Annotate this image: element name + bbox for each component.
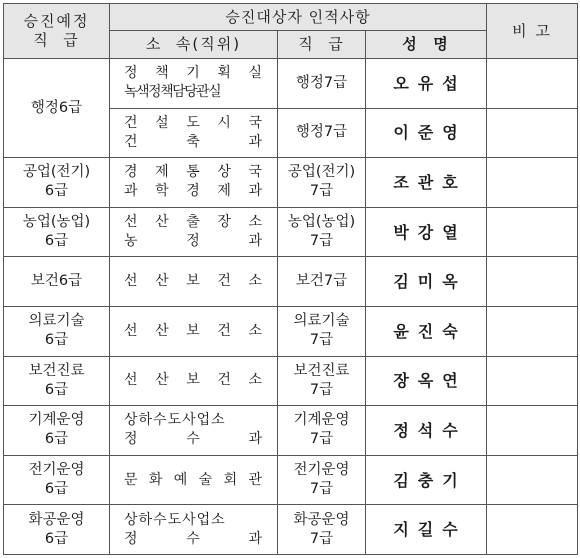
note-cell bbox=[487, 306, 578, 356]
note-cell bbox=[487, 207, 578, 257]
dept-line: 건 설 도 시 국 bbox=[124, 114, 263, 131]
table-row bbox=[4, 207, 578, 257]
current-rank-text: 기계운영 bbox=[293, 412, 350, 429]
name-cell: 지길수 bbox=[366, 505, 487, 555]
dept-cell bbox=[110, 158, 278, 208]
rank-text: 6급 bbox=[44, 431, 69, 448]
dept-line: 경 제 통 상 국 bbox=[124, 164, 263, 181]
rank-text: 행정6급 bbox=[30, 99, 83, 116]
dept-cell bbox=[110, 207, 278, 257]
current-rank-text: 행정7급 bbox=[295, 74, 348, 91]
note-cell bbox=[487, 158, 578, 208]
dept-line: 정 책 기 획 실 bbox=[124, 65, 263, 82]
current-rank-cell bbox=[278, 207, 366, 257]
name-cell: 정석수 bbox=[366, 406, 487, 456]
rank-cell bbox=[4, 59, 110, 158]
dept-line: 상하수도사업소 bbox=[124, 511, 226, 528]
current-rank-text: 7급 bbox=[309, 431, 334, 448]
note-cell bbox=[487, 108, 578, 158]
header-current: 직 급 bbox=[278, 31, 366, 59]
current-rank-cell bbox=[278, 108, 366, 158]
current-rank-text: 7급 bbox=[309, 183, 334, 200]
current-rank-cell bbox=[278, 59, 366, 109]
name-cell: 윤진숙 bbox=[366, 306, 487, 356]
name-cell: 김충기 bbox=[366, 455, 487, 505]
table-row bbox=[4, 59, 578, 109]
dept-cell bbox=[110, 455, 278, 505]
dept-cell bbox=[110, 356, 278, 406]
rank-text: 공업(전기) bbox=[22, 164, 91, 181]
header-name: 성 명 bbox=[366, 31, 487, 59]
dept-line: 과 학 경 제 과 bbox=[124, 183, 263, 200]
current-rank-cell bbox=[278, 306, 366, 356]
rank-cell bbox=[4, 406, 110, 456]
current-rank-text: 7급 bbox=[309, 530, 334, 547]
name-cell: 김미옥 bbox=[366, 257, 487, 307]
table-row bbox=[4, 455, 578, 505]
current-rank-text: 7급 bbox=[309, 481, 334, 498]
table-row bbox=[4, 505, 578, 555]
current-rank-text: 7급 bbox=[309, 332, 334, 349]
name-cell: 오유섭 bbox=[366, 59, 487, 109]
current-rank-text: 7급 bbox=[309, 381, 334, 398]
note-cell bbox=[487, 505, 578, 555]
rank-text: 6급 bbox=[44, 233, 69, 250]
current-rank-text: 농업(농업) bbox=[287, 214, 356, 231]
current-rank-text: 화공운영 bbox=[293, 511, 350, 528]
rank-text: 6급 bbox=[44, 530, 69, 547]
dept-cell bbox=[110, 505, 278, 555]
name-cell: 장옥연 bbox=[366, 356, 487, 406]
note-cell bbox=[487, 406, 578, 456]
rank-text: 보건진료 bbox=[28, 362, 85, 379]
dept-line: 건 축 과 bbox=[124, 133, 263, 150]
name-cell: 이준영 bbox=[366, 108, 487, 158]
table-row bbox=[4, 356, 578, 406]
current-rank-cell bbox=[278, 455, 366, 505]
note-cell bbox=[487, 59, 578, 109]
dept-cell bbox=[110, 306, 278, 356]
header-rank bbox=[4, 4, 110, 59]
rank-text: 6급 bbox=[44, 481, 69, 498]
note-cell bbox=[487, 455, 578, 505]
header-dept: 소 속(직위) bbox=[110, 31, 278, 59]
current-rank-text: 보건7급 bbox=[295, 273, 348, 290]
name-cell: 박강열 bbox=[366, 207, 487, 257]
dept-line: 상하수도사업소 bbox=[124, 412, 226, 429]
header-note: 비 고 bbox=[487, 4, 578, 59]
name-cell: 조관호 bbox=[366, 158, 487, 208]
dept-line: 선 산 보 건 소 bbox=[124, 322, 263, 339]
rank-cell bbox=[4, 207, 110, 257]
table-row bbox=[4, 158, 578, 208]
dept-cell bbox=[110, 406, 278, 456]
current-rank-text: 의료기술 bbox=[293, 313, 350, 330]
current-rank-cell bbox=[278, 257, 366, 307]
rank-cell bbox=[4, 257, 110, 307]
rank-text: 화공운영 bbox=[28, 511, 85, 528]
dept-line: 정 수 과 bbox=[124, 530, 263, 547]
dept-line: 선 산 보 건 소 bbox=[124, 372, 263, 389]
rank-cell bbox=[4, 306, 110, 356]
rank-text: 6급 bbox=[44, 183, 69, 200]
table-row bbox=[4, 406, 578, 456]
current-rank-cell bbox=[278, 158, 366, 208]
rank-text: 기계운영 bbox=[28, 412, 85, 429]
note-cell bbox=[487, 356, 578, 406]
header-group: 승진대상자 인적사항 bbox=[110, 4, 487, 31]
current-rank-text: 7급 bbox=[309, 233, 334, 250]
rank-cell bbox=[4, 158, 110, 208]
current-rank-cell bbox=[278, 505, 366, 555]
rank-cell bbox=[4, 505, 110, 555]
current-rank-text: 전기운영 bbox=[293, 462, 350, 479]
rank-cell bbox=[4, 455, 110, 505]
rank-text: 보건6급 bbox=[30, 273, 83, 290]
rank-text: 농업(농업) bbox=[22, 214, 91, 231]
header-rank-line1: 승진예정 bbox=[23, 12, 90, 30]
dept-cell bbox=[110, 108, 278, 158]
current-rank-text: 보건진료 bbox=[293, 362, 350, 379]
rank-text: 6급 bbox=[44, 381, 69, 398]
promotion-table bbox=[3, 3, 578, 555]
table-row bbox=[4, 306, 578, 356]
rank-text: 의료기술 bbox=[28, 313, 85, 330]
dept-line: 문 화 예 술 회 관 bbox=[124, 471, 263, 488]
dept-cell bbox=[110, 257, 278, 307]
current-rank-text: 공업(전기) bbox=[287, 164, 356, 181]
current-rank-text: 행정7급 bbox=[295, 124, 348, 141]
dept-line: 선 산 출 장 소 bbox=[124, 214, 263, 231]
dept-cell bbox=[110, 59, 278, 109]
current-rank-cell bbox=[278, 356, 366, 406]
dept-line: 농 정 과 bbox=[124, 233, 263, 250]
header-rank-line2: 직 급 bbox=[33, 31, 80, 49]
dept-line: 선 산 보 건 소 bbox=[124, 273, 263, 290]
current-rank-cell bbox=[278, 406, 366, 456]
dept-line: 녹색정책담당관실 bbox=[124, 84, 221, 101]
dept-line: 정 수 과 bbox=[124, 431, 263, 448]
table-row bbox=[4, 257, 578, 307]
note-cell bbox=[487, 257, 578, 307]
rank-text: 6급 bbox=[44, 332, 69, 349]
rank-text: 전기운영 bbox=[28, 462, 85, 479]
rank-cell bbox=[4, 356, 110, 406]
